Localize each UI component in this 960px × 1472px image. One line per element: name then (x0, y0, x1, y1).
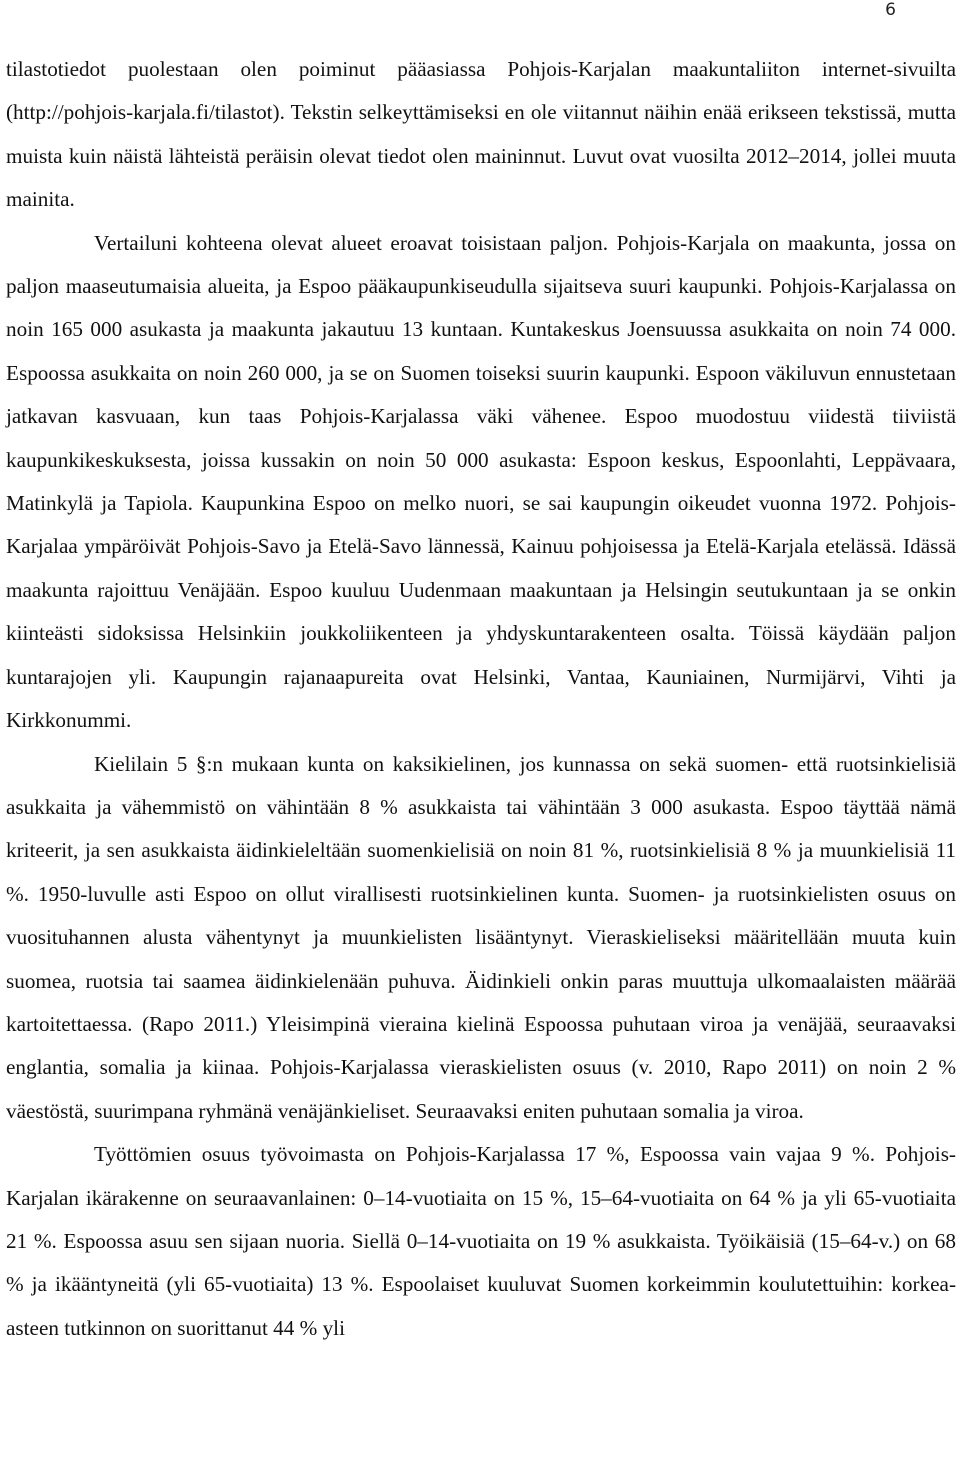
paragraph-employment-age: Työttömien osuus työvoimasta on Pohjois-Karjalassa 17 %, Espoossa vain vajaa 9 %. Pohjois-Karjalan ikärakenne on seuraavanlainen: 0–14-vuotiaita on 15 %, 15–64-vuotiaita on 64 % ja yli 65-vuotiaita 21 %. Espoossa asuu sen sijaan nuoria. Siellä 0–14-vuotiaita on 19 % asukkaista. Työikäisiä (15–64-v.) on 68 % ja ikääntyneitä (yli 65-vuotiaita) 13 %. Espoolaiset kuuluvat Suomen korkeimmin koulutettuihin: korkea-asteen tutkinnon on suorittanut 44 % yli (6, 1142, 956, 1340)
page-number: 6 (885, 0, 896, 20)
paragraph-languages: Kielilain 5 §:n mukaan kunta on kaksikielinen, jos kunnassa on sekä suomen- että ruotsinkielisiä asukkaita ja vähemmistö on vähintään 8 % asukkaista tai vähintään 3 000 asukasta. Espoo täyttää nämä kriteerit, ja sen asukkaista äidinkieleltään suomenkielisiä on noin 81 %, ruotsinkielisiä 8 % ja muunkielisiä 11 %. 1950-luvulle asti Espoo on ollut virallisesti ruotsinkielinen kunta. Suomen- ja ruotsinkielisten osuus on vuosituhannen alusta vähentynyt ja muunkielisten lisääntynyt. Vieraskieliseksi määritellään muuta kuin suomea, ruotsia tai saamea äidinkielenään puhuva. Äidinkieli onkin paras muuttuja ulkomaalaisten määrää kartoitettaessa. (Rapo 2011.) Yleisimpinä vieraina kielinä Espoossa puhutaan viroa ja venäjää, seuraavaksi englantia, somalia ja kiinaa. Pohjois-Karjalassa vieraskielisten osuus (v. 2010, Rapo 2011) on noin 2 % väestöstä, suurimpana ryhmänä venäjänkieliset. Seuraavaksi eniten puhutaan somalia ja viroa. (6, 751, 956, 1123)
paragraph-sources: tilastotiedot puolestaan olen poiminut pääasiassa Pohjois-Karjalan maakuntaliiton internet-sivuilta (http://pohjois-karjala.fi/tilastot). Tekstin selkeyttämiseksi en ole viitannut näihin enää erikseen tekstissä, mutta muista kuin näistä lähteistä peräisin olevat tiedot olen maininnut. Luvut ovat vuosilta 2012–2014, jollei muuta mainita. (6, 57, 956, 212)
document-body (6, 48, 956, 1350)
paragraph-regions: Vertailuni kohteena olevat alueet eroavat toisistaan paljon. Pohjois-Karjala on maakunta, jossa on paljon maaseutumaisia alueita, ja Espoo pääkaupunkiseudulla sijaitseva suuri kaupunki. Pohjois-Karjalassa on noin 165 000 asukasta ja maakunta jakautuu 13 kuntaan. Kuntakeskus Joensuussa asukkaita on noin 74 000. Espoossa asukkaita on noin 260 000, ja se on Suomen toiseksi suurin kaupunki. Espoon väkiluvun ennustetaan jatkavan kasvuaan, kun taas Pohjois-Karjalassa väki vähenee. Espoo muodostuu viidestä tiiviistä kaupunkikeskuksesta, joissa kussakin on noin 50 000 asukasta: Espoon keskus, Espoonlahti, Leppävaara, Matinkylä ja Tapiola. Kaupunkina Espoo on melko nuori, se sai kaupungin oikeudet vuonna 1972. Pohjois-Karjalaa ympäröivät Pohjois-Savo ja Etelä-Savo lännessä, Kainuu pohjoisessa ja Etelä-Karjala etelässä. Idässä maakunta rajoittuu Venäjään. Espoo kuuluu Uudenmaan maakuntaan ja Helsingin seutukuntaan ja se onkin kiinteästi sidoksissa Helsinkiin joukkoliikenteen ja yhdyskuntarakenteen osalta. Töissä käydään paljon kuntarajojen yli. Kaupungin rajanaapureita ovat Helsinki, Vantaa, Kauniainen, Nurmijärvi, Vihti ja Kirkkonummi. (6, 230, 956, 733)
